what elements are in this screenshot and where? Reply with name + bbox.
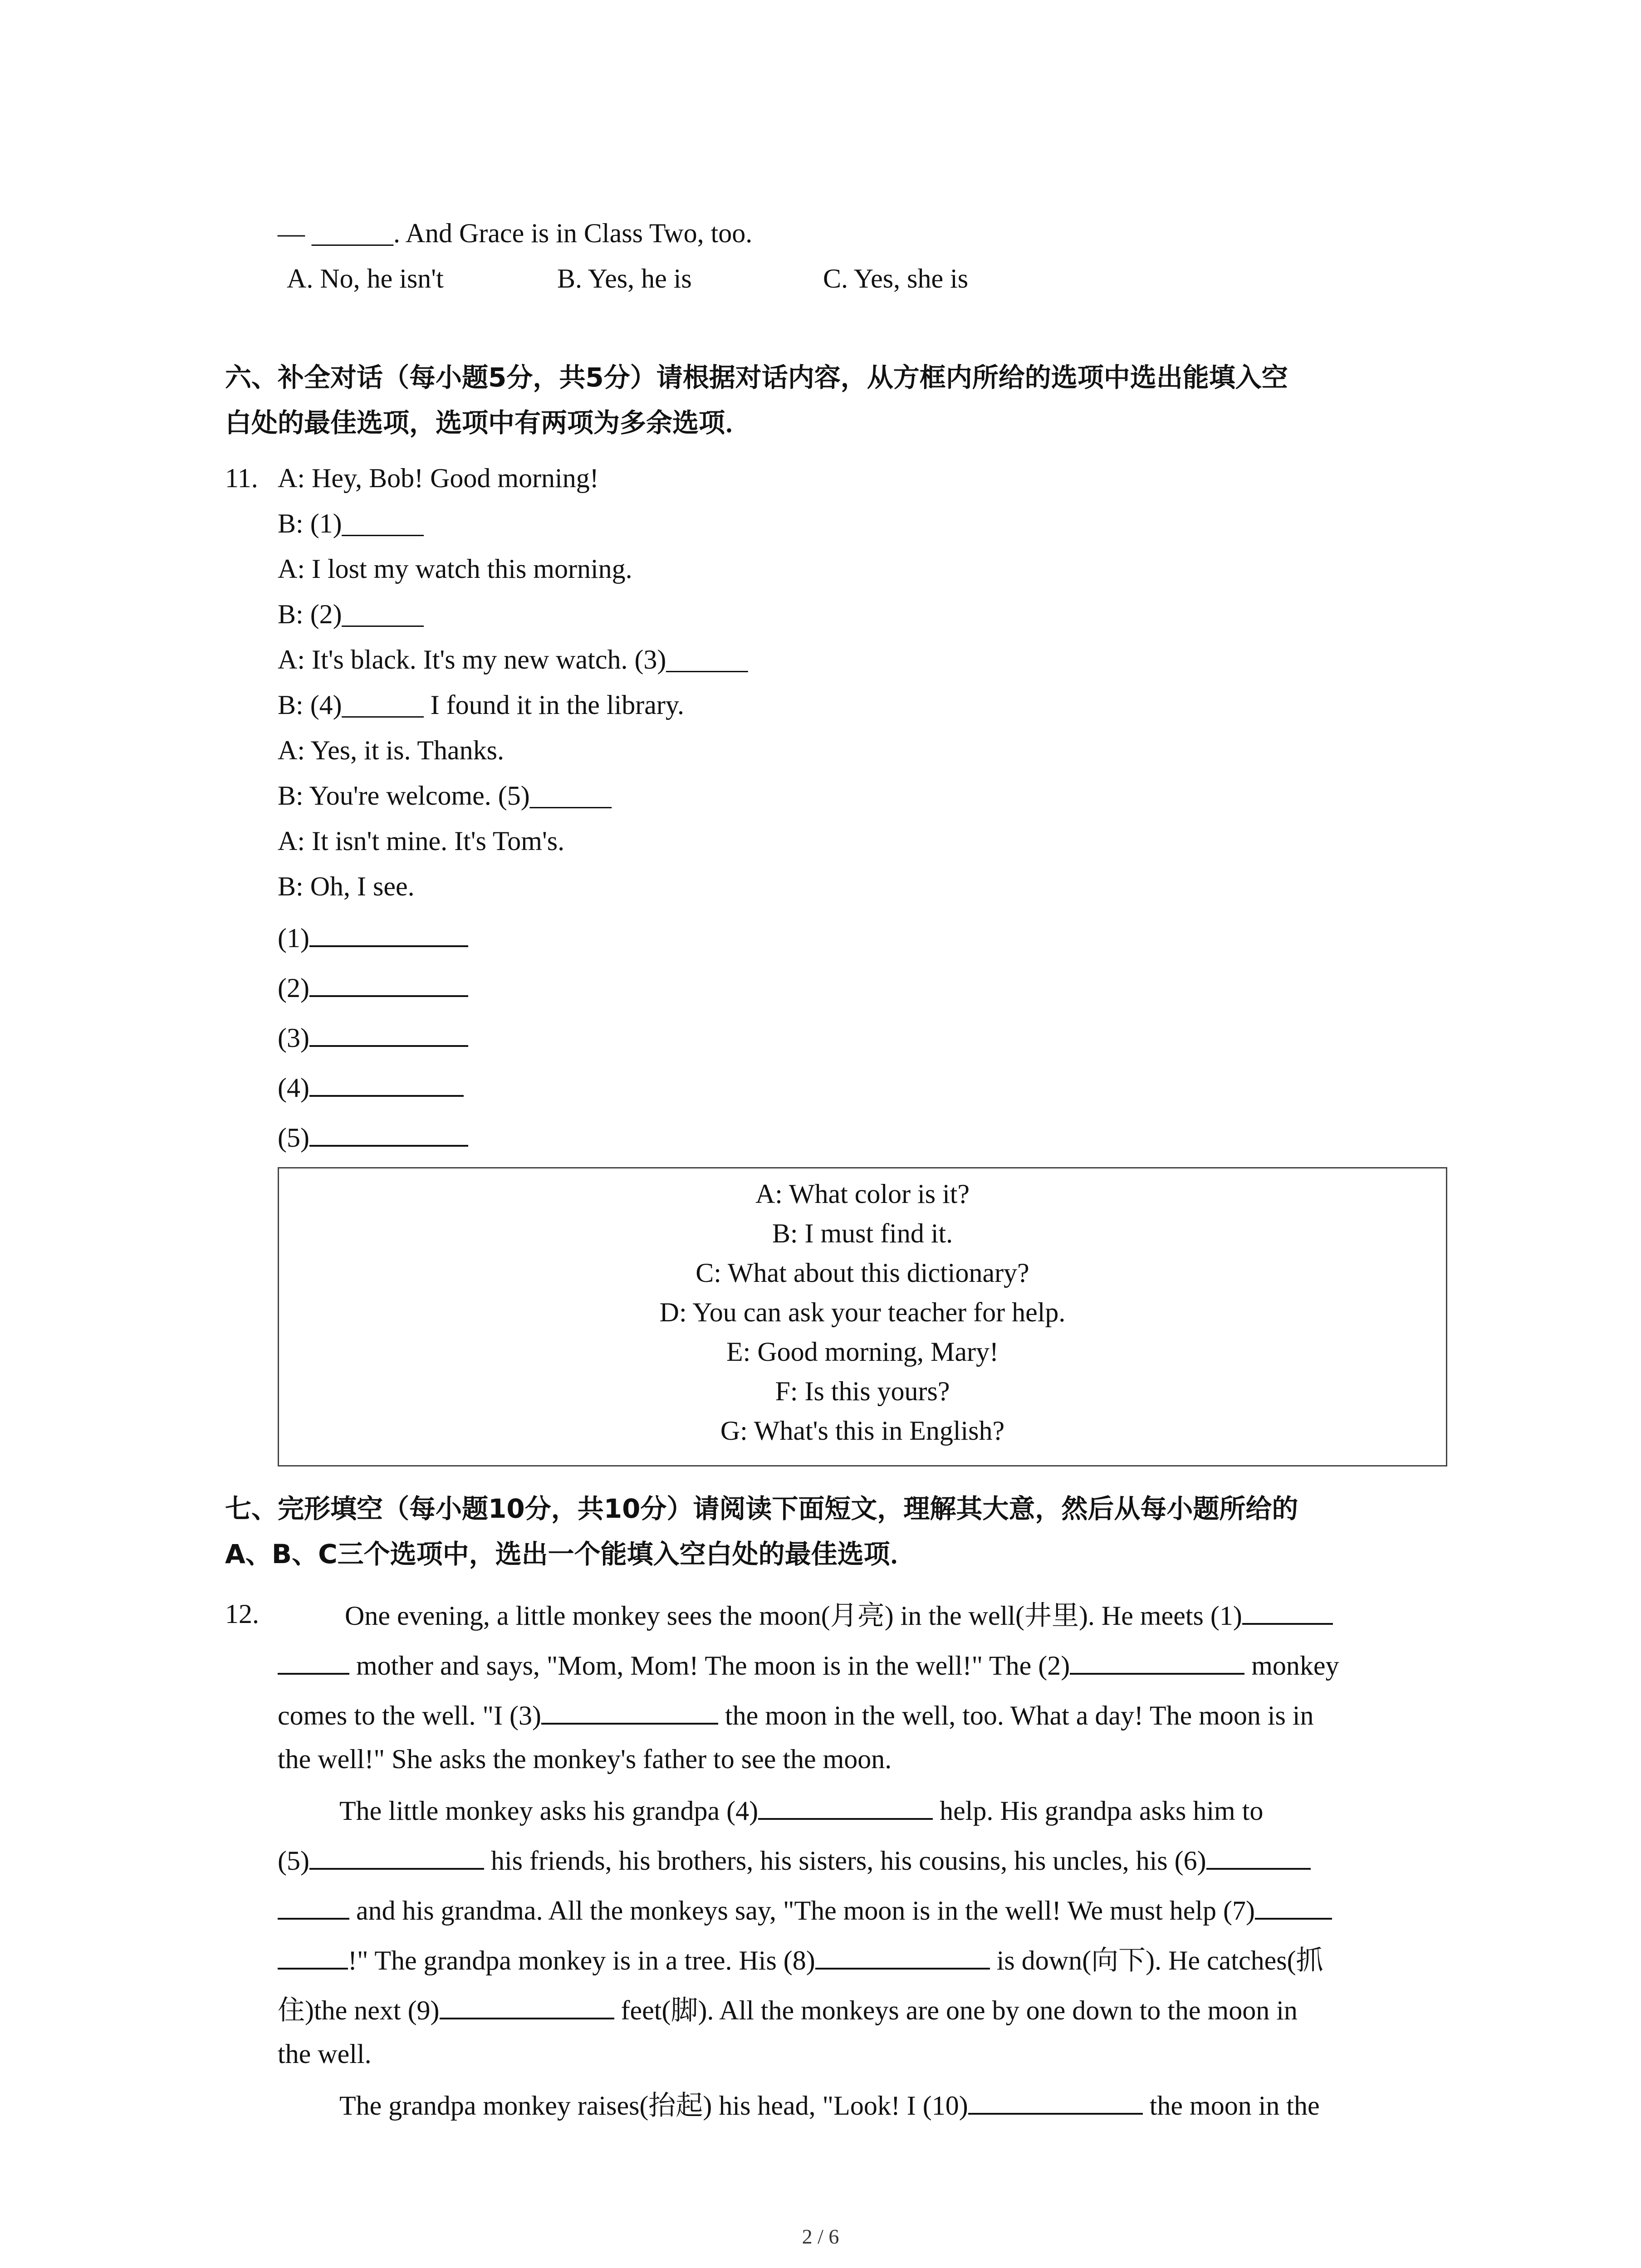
passage-line: 住)the next (9) feet(脚). All the monkeys are one by one down to the moon in [278, 1992, 1298, 2027]
answer-blank[interactable] [278, 1070, 464, 1104]
section7-heading-line2: A、B、C三个选项中，选出一个能填入空白处的最佳选项． [225, 1539, 916, 1569]
passage-line: The grandpa monkey raises(抬起) his head, "Look! I (10) the moon in the [339, 2087, 1320, 2122]
option-item: B: I must find it. [772, 1218, 953, 1248]
answer-blank-line[interactable] [309, 1020, 468, 1047]
answer-blank-line[interactable] [309, 970, 468, 997]
cloze-blank[interactable] [278, 1892, 349, 1920]
prev-answer-line: — ______. And Grace is in Class Two, too. [278, 218, 753, 248]
dialogue-line: A: Hey, Bob! Good morning! [278, 463, 599, 493]
option-item: G: What's this in English? [720, 1416, 1005, 1446]
cloze-blank[interactable] [278, 1942, 348, 1970]
answer-blank[interactable] [278, 920, 468, 954]
answer-blank[interactable] [278, 1119, 468, 1154]
section6-heading-line1: 六、补全对话（每小题5分，共5分）请根据对话内容，从方框内所给的选项中选出能填入空 [225, 362, 1288, 393]
answer-blank-line[interactable] [309, 920, 468, 947]
cloze-blank[interactable] [758, 1793, 933, 1820]
answer-blank-line[interactable] [309, 1070, 464, 1097]
option-item: F: Is this yours? [775, 1376, 950, 1406]
dialogue-line: A: It's black. It's my new watch. (3)______ [278, 645, 748, 675]
answer-blank-label: (1) [278, 923, 309, 953]
option-item: D: You can ask your teacher for help. [659, 1297, 1066, 1327]
passage-line: mother and says, "Mom, Mom! The moon is in the well!" The (2) monkey [278, 1647, 1339, 1682]
prev-option-a: A. No, he isn't [287, 264, 444, 293]
q12-number: 12. [225, 1599, 259, 1629]
section6-heading-line2: 白处的最佳选项，选项中有两项为多余选项． [225, 407, 752, 438]
passage-line: !" The grandpa monkey is in a tree. His (8) is down(向下). He catches(抓 [278, 1942, 1323, 1977]
dialogue-line: B: Oh, I see. [278, 871, 415, 901]
prev-option-b: B. Yes, he is [557, 264, 692, 293]
cloze-blank[interactable] [541, 1697, 718, 1725]
passage-line: The little monkey asks his grandpa (4) help. His grandpa asks him to [339, 1793, 1263, 1827]
answer-blank-label: (4) [278, 1073, 309, 1103]
page-number: 2 / 6 [802, 2225, 839, 2248]
cloze-blank[interactable] [1255, 1892, 1332, 1920]
dialogue-line: B: (2)______ [278, 599, 424, 629]
cloze-blank[interactable] [968, 2087, 1143, 2115]
cloze-blank[interactable] [815, 1942, 990, 1970]
passage-line: (5) his friends, his brothers, his sisters, his cousins, his uncles, his (6) [278, 1843, 1311, 1877]
options-box [278, 1167, 1447, 1466]
cloze-blank[interactable] [1242, 1598, 1333, 1625]
dialogue-line: A: It isn't mine. It's Tom's. [278, 826, 565, 856]
passage-line: the well. [278, 2039, 372, 2069]
dialogue-line: A: I lost my watch this morning. [278, 554, 632, 584]
dialogue-line: B: (4)______ I found it in the library. [278, 690, 684, 720]
answer-blank[interactable] [278, 1020, 468, 1054]
option-item: A: What color is it? [755, 1179, 970, 1209]
answer-blank-line[interactable] [309, 1119, 468, 1147]
q11-number: 11. [225, 463, 258, 493]
section7-heading-line1: 七、完形填空（每小题10分，共10分）请阅读下面短文，理解其大意，然后从每小题所给的 [225, 1493, 1298, 1524]
cloze-blank[interactable] [440, 1992, 614, 2019]
prev-option-c: C. Yes, she is [823, 264, 969, 293]
answer-blank[interactable] [278, 970, 468, 1004]
passage-line: the well!" She asks the monkey's father to see the moon. [278, 1744, 892, 1774]
cloze-blank[interactable] [1206, 1843, 1311, 1870]
dialogue-line: A: Yes, it is. Thanks. [278, 735, 504, 765]
answer-blank-label: (2) [278, 973, 309, 1003]
cloze-blank[interactable] [278, 1647, 349, 1675]
answer-blank-label: (5) [278, 1123, 309, 1153]
option-item: C: What about this dictionary? [696, 1258, 1029, 1288]
passage-line: comes to the well. "I (3) the moon in the well, too. What a day! The moon is in [278, 1697, 1314, 1732]
dialogue-line: B: You're welcome. (5)______ [278, 781, 612, 811]
answer-blank-label: (3) [278, 1023, 309, 1053]
option-item: E: Good morning, Mary! [726, 1337, 999, 1367]
cloze-blank[interactable] [309, 1843, 484, 1870]
cloze-blank[interactable] [1070, 1647, 1244, 1675]
passage-line: and his grandma. All the monkeys say, "The moon is in the well! We must help (7) [278, 1892, 1332, 1927]
passage-line: One evening, a little monkey sees the moon(月亮) in the well(井里). He meets (1) [345, 1598, 1333, 1632]
dialogue-line: B: (1)______ [278, 508, 424, 538]
